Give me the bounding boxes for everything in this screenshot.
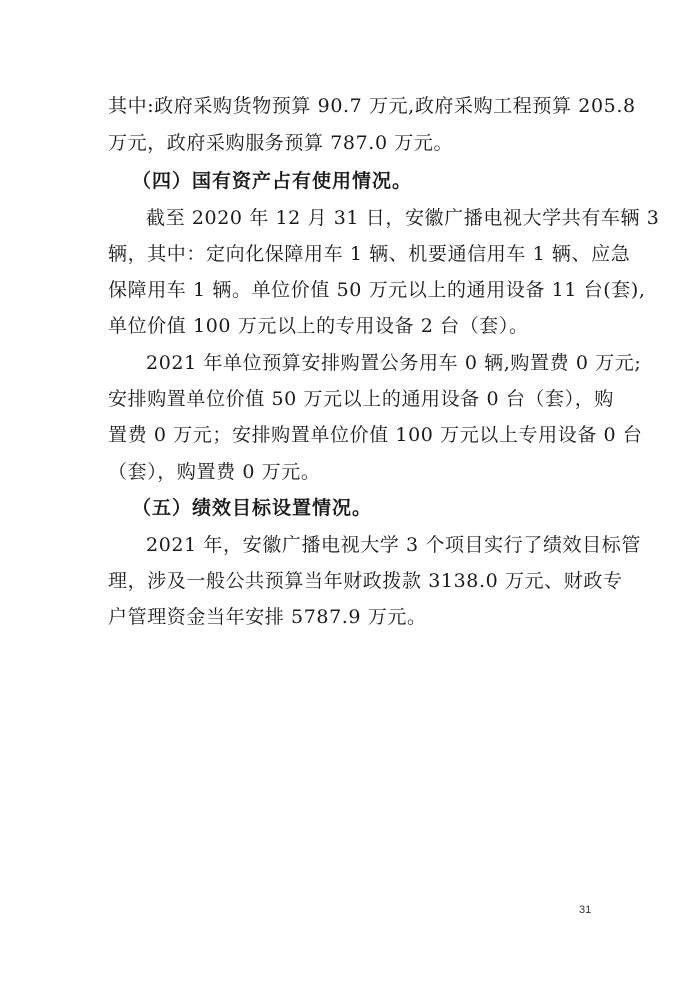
paragraph-2-line-4: 单位价值 100 万元以上的专用设备 2 台（套）。 — [108, 315, 529, 337]
section-heading-5: （五）绩效目标设置情况。 — [132, 497, 373, 519]
paragraph-3-line-4: （套），购置费 0 万元。 — [108, 461, 321, 483]
paragraph-2-line-3: 保障用车 1 辆。单位价值 50 万元以上的通用设备 11 台(套), — [108, 279, 646, 301]
paragraph-2-line-2: 辆，其中：定向化保障用车 1 辆、机要通信用车 1 辆、应急 — [108, 243, 631, 265]
paragraph-3-line-3: 置费 0 万元；安排购置单位价值 100 万元以上专用设备 0 台 — [108, 424, 643, 446]
paragraph-1-line-2: 万元，政府采购服务预算 787.0 万元。 — [108, 132, 454, 154]
paragraph-2-line-1: 截至 2020 年 12 月 31 日，安徽广播电视大学共有车辆 3 — [146, 207, 660, 229]
paragraph-4-line-1: 2021 年，安徽广播电视大学 3 个项目实行了绩效目标管 — [146, 534, 641, 556]
paragraph-4-line-2: 理，涉及一般公共预算当年财政拨款 3138.0 万元、财政专 — [108, 570, 623, 592]
paragraph-4-line-3: 户管理资金当年安排 5787.9 万元。 — [108, 606, 427, 628]
paragraph-1-line-1: 其中:政府采购货物预算 90.7 万元,政府采购工程预算 205.8 — [108, 95, 636, 117]
page-number: 31 — [579, 904, 592, 916]
section-heading-4: （四）国有资产占有使用情况。 — [132, 170, 413, 192]
paragraph-3-line-1: 2021 年单位预算安排购置公务用车 0 辆,购置费 0 万元; — [146, 352, 642, 374]
paragraph-3-line-2: 安排购置单位价值 50 万元以上的通用设备 0 台（套），购 — [108, 388, 614, 410]
